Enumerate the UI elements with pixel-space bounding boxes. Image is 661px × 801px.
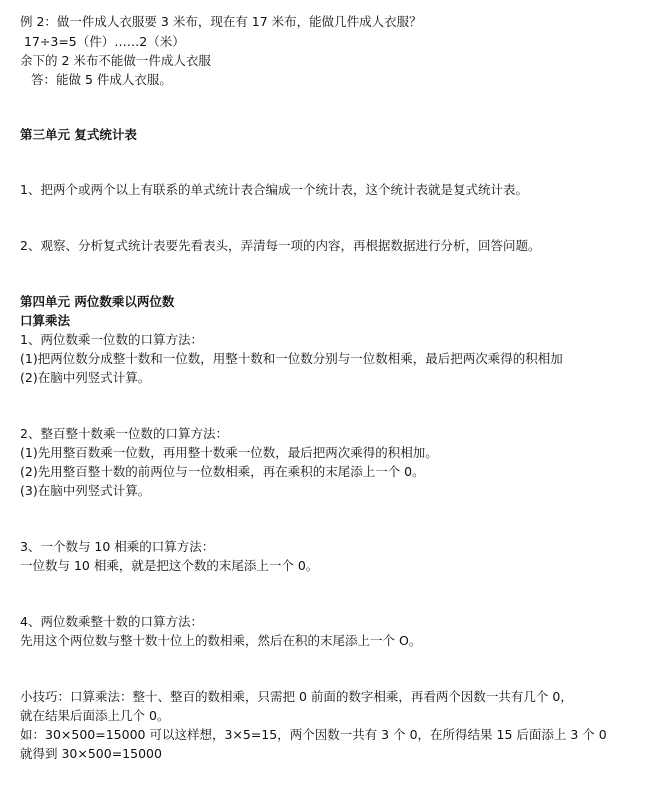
s1-line: (2)在脑中列竖式计算。 (20, 370, 151, 385)
s4-heading: 4、两位数乘整十数的口算方法： (20, 614, 203, 629)
unit3-point-1: 1、把两个或两个以上有联系的单式统计表合编成一个统计表，这个统计表就是复式统计表。 (20, 182, 528, 197)
example-calc: 17÷3=5（件）……2（米） (24, 34, 185, 49)
s2-heading: 2、整百整十数乘一位数的口算方法： (20, 426, 228, 441)
example-remainder: 余下的 2 米布不能做一件成人衣服 (20, 53, 211, 68)
example-question: 例 2：做一件成人衣服要 3 米布，现在有 17 米布，能做几件成人衣服？ (20, 14, 422, 29)
example-answer: 答：能做 5 件成人衣服。 (31, 72, 172, 87)
unit3-point-2: 2、观察、分析复式统计表要先看表头，弄清每一项的内容，再根据数据进行分析，回答问题。 (20, 238, 541, 253)
s2-line: (3)在脑中列竖式计算。 (20, 483, 151, 498)
unit4-subtitle: 口算乘法 (20, 313, 71, 328)
s1-line: (1)把两位数分成整十数和一位数，用整十数和一位数分别与一位数相乘，最后把两次乘得的积相加 (20, 351, 563, 366)
s2-line: (1)先用整百数乘一位数，再用整十数乘一位数，最后把两次乘得的积相加。 (20, 445, 438, 460)
unit4-title: 第四单元 两位数乘以两位数 (20, 294, 175, 309)
s2-line: (2)先用整百整十数的前两位与一位数相乘，再在乘积的末尾添上一个 0。 (20, 464, 425, 479)
tip-line: 小技巧：口算乘法：整十、整百的数相乘，只需把 0 前面的数字相乘，再看两个因数一共有几个 0， (20, 689, 573, 704)
s4-line: 先用这个两位数与整十数十位上的数相乘，然后在积的末尾添上一个 O。 (20, 633, 422, 648)
s3-line: 一位数与 10 相乘，就是把这个数的末尾添上一个 0。 (20, 558, 319, 573)
tip-line: 就在结果后面添上几个 0。 (20, 708, 170, 723)
s3-heading: 3、一个数与 10 相乘的口算方法： (20, 539, 215, 554)
tip-line: 如：30×500=15000 可以这样想，3×5=15，两个因数一共有 3 个 0，在所得结果 15 后面添上 3 个 0 (20, 727, 607, 742)
tip-line: 就得到 30×500=15000 (20, 746, 162, 761)
s1-heading: 1、两位数乘一位数的口算方法： (20, 332, 203, 347)
unit3-title: 第三单元 复式统计表 (20, 127, 137, 142)
